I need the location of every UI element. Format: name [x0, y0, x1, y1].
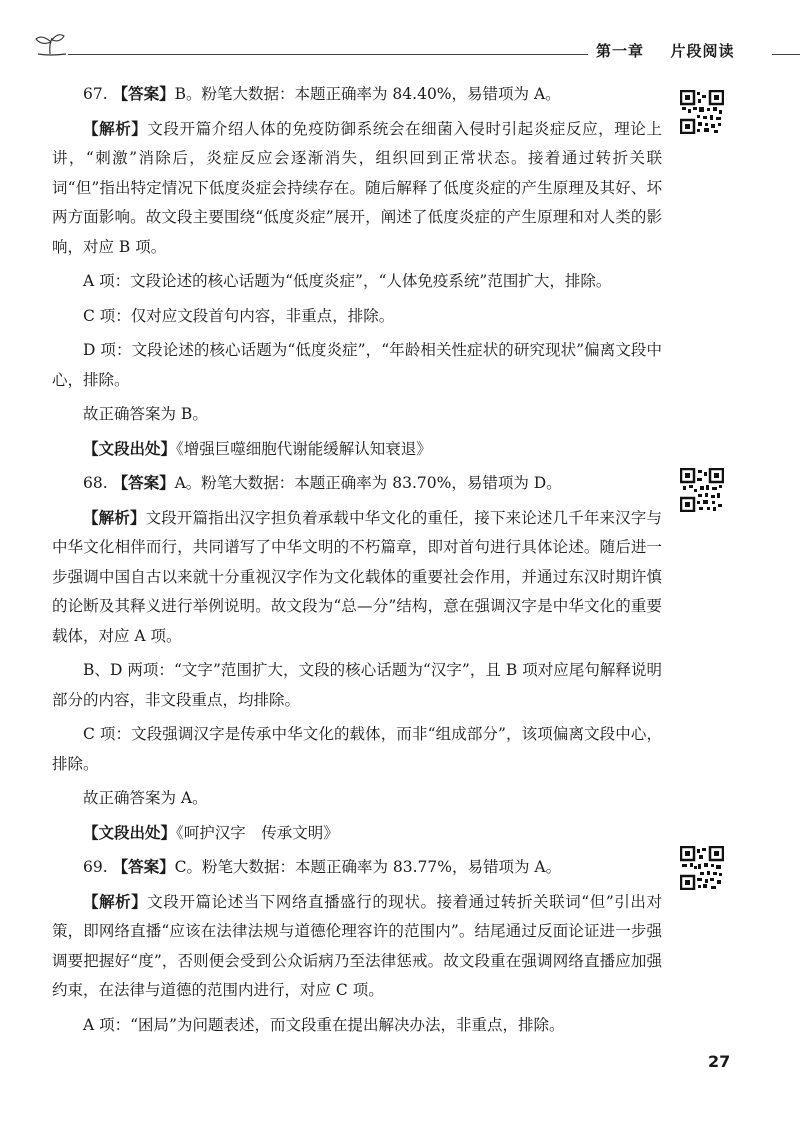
analysis-text: 文段开篇指出汉字担负着承载中华文化的重任，接下来论述几千年来汉字与中华文化相伴而行，共同谱写了中华文明的不朽篇章，即对首句进行具体论述。随后进一步强调中国自古以来就十分重视汉字作为文化载体的重要社会作用，并通过东汉时期许慎的论断及其释义进行举例说明。故文段为“总—分”结构，意在强调汉字是中华文化的重要载体，对应 A 项。	[52, 508, 662, 645]
source-tag: 【文段出处】	[83, 823, 177, 842]
analysis-paragraph	[52, 504, 662, 652]
chapter-label: 第一章	[596, 42, 645, 60]
source-text: 《增强巨噬细胞代谢能缓解认知衰退》	[176, 439, 432, 458]
option-bd-paragraph: B、D 两项：“文字”范围扩大，文段的核心话题为“汉字”，且 B 项对应尾句解释说明部分的内容，非文段重点，均排除。	[52, 661, 662, 709]
answer-tag: 【答案】	[112, 474, 175, 492]
source-text: 《呵护汉字 传承文明》	[176, 823, 339, 842]
source-line	[52, 435, 662, 465]
conclusion: 故正确答案为 A。	[83, 789, 208, 807]
answer-text: B。粉笔大数据：本题正确率为 84.40%，易错项为 A。	[174, 85, 561, 103]
question-number: 69.	[83, 858, 108, 876]
sprout-icon	[30, 30, 70, 60]
option-a-paragraph: A 项：“困局”为问题表述，而文段重在提出解决办法，非重点，排除。	[83, 1015, 565, 1034]
option-c-paragraph: C 项：仅对应文段首句内容，非重点，排除。	[83, 306, 395, 325]
conclusion: 故正确答案为 B。	[83, 405, 208, 423]
analysis-text: 文段开篇论述当下网络直播盛行的现状。接着通过转折关联词“但”引出对策，即网络直播“应该在法律法规与道德伦理容许的范围内”。结尾通过反面论证进一步强调要把握好“度”，否则便会受到公众诟病乃至法律惩戒。故文段重在强调网络直播应加强约束，在法律与道德的范围内进行，对应 C 项。	[52, 892, 662, 999]
answer-line	[52, 853, 662, 883]
option-a-paragraph: A 项：文段论述的核心话题为“低度炎症”，“人体免疫系统”范围扩大，排除。	[83, 272, 612, 290]
qr-code-icon[interactable]	[680, 846, 724, 890]
header-rule	[772, 54, 800, 55]
answer-line	[52, 80, 662, 110]
answer-text: A。粉笔大数据：本题正确率为 83.70%，易错项为 D。	[174, 474, 562, 492]
page-number: 27	[708, 1052, 731, 1071]
running-head	[588, 40, 743, 61]
header-rule	[68, 54, 640, 55]
analysis-tag: 【解析】	[83, 508, 146, 527]
analysis-tag: 【解析】	[83, 119, 148, 138]
answer-line	[52, 469, 662, 499]
analysis-tag: 【解析】	[83, 892, 148, 911]
option-d-paragraph: D 项：文段论述的核心话题为“低度炎症”，“年龄相关性症状的研究现状”偏离文段中心，排除。	[52, 341, 662, 389]
question-number: 67.	[83, 85, 108, 103]
page-body	[52, 80, 662, 1040]
answer-tag: 【答案】	[112, 85, 175, 103]
source-tag: 【文段出处】	[83, 439, 177, 458]
question-number: 68.	[83, 474, 108, 492]
answer-text: C。粉笔大数据：本题正确率为 83.77%，易错项为 A。	[174, 858, 562, 876]
page-header	[30, 30, 800, 64]
qr-code-icon[interactable]	[680, 90, 724, 134]
section-label: 片段阅读	[670, 42, 735, 60]
option-c-paragraph: C 项：文段强调汉字是传承中华文化的载体，而非“组成部分”，该项偏离文段中心，排除。	[52, 725, 662, 773]
answer-tag: 【答案】	[112, 858, 175, 876]
analysis-paragraph	[52, 888, 662, 1006]
qr-code-icon[interactable]	[680, 468, 724, 512]
analysis-text: 文段开篇介绍人体的免疫防御系统会在细菌入侵时引起炎症反应，理论上讲，“刺激”消除后，炎症反应会逐渐消失，组织回到正常状态。接着通过转折关联词“但”指出特定情况下低度炎症会持续存在。随后解释了低度炎症的产生原理及其好、坏两方面影响。故文段主要围绕“低度炎症”展开，阐述了低度炎症的产生原理和对人类的影响，对应 B 项。	[52, 119, 662, 256]
analysis-paragraph	[52, 115, 662, 263]
source-line	[52, 819, 662, 849]
